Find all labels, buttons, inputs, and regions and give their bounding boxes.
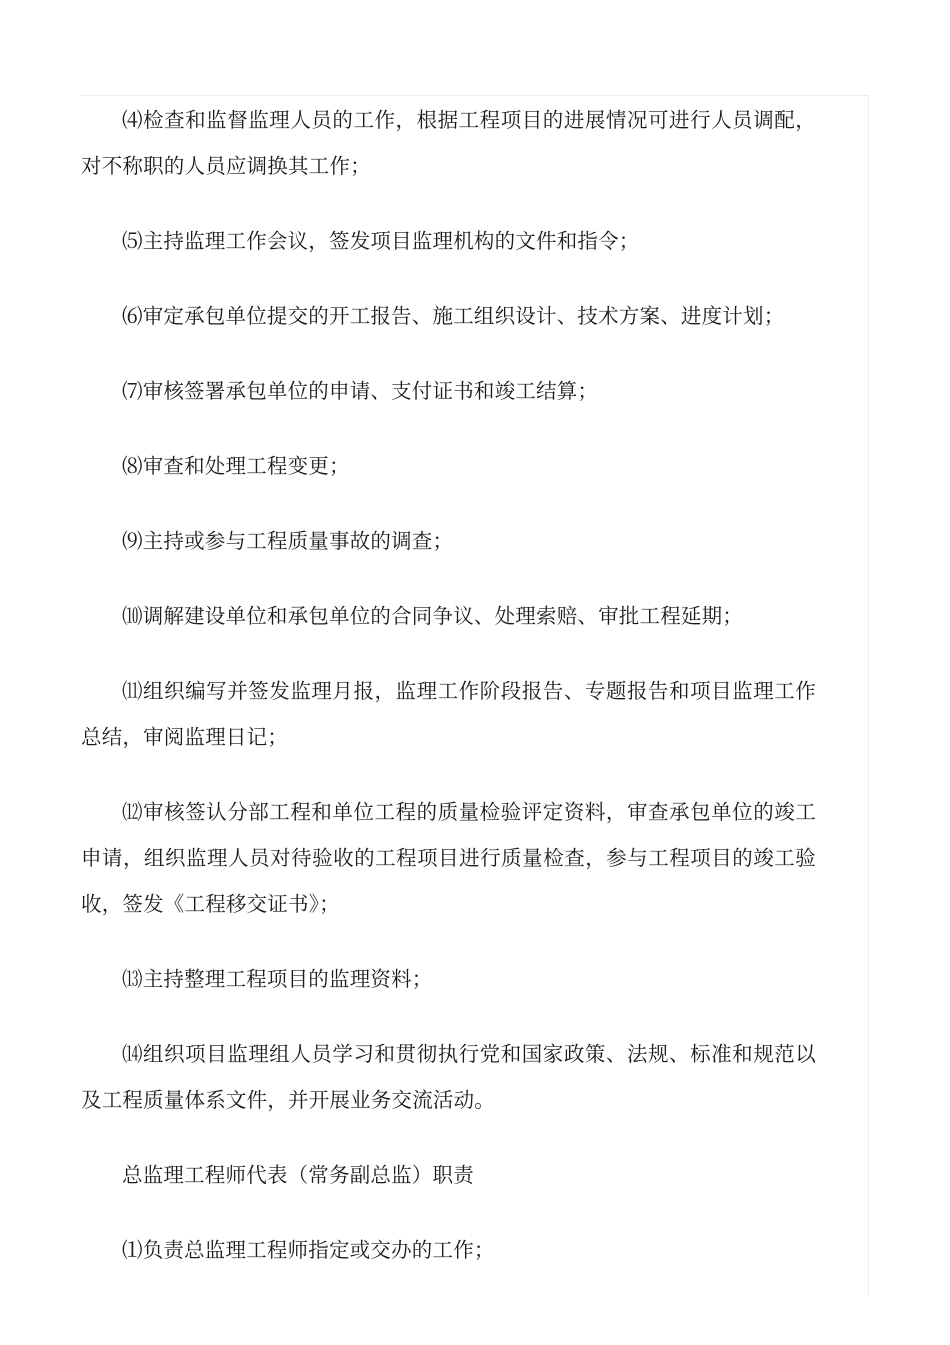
- paragraph-item-9: ⑼主持或参与工程质量事故的调查；: [122, 529, 454, 553]
- paragraph-item-8: ⑻审查和处理工程变更；: [122, 454, 350, 478]
- paragraph-item-1: ⑴负责总监理工程师指定或交办的工作；: [122, 1238, 495, 1262]
- paragraph-item-7: ⑺审核签署承包单位的申请、支付证书和竣工结算；: [122, 379, 599, 403]
- paragraph-item-12: ⑿审核签认分部工程和单位工程的质量检验评定资料，审查承包单位的竣工申请，组织监理人员对待验收的工程项目进行质量检查，参与工程项目的竣工验收，签发《工程移交证书》；: [81, 800, 816, 916]
- section-heading: 总监理工程师代表（常务副总监）职责: [122, 1163, 474, 1187]
- paragraph-item-13: ⒀主持整理工程项目的监理资料；: [122, 967, 433, 991]
- paragraph-item-11: ⑾组织编写并签发监理月报，监理工作阶段报告、专题报告和项目监理工作总结，审阅监理日记；: [81, 679, 816, 749]
- paragraph-item-5: ⑸主持监理工作会议，签发项目监理机构的文件和指令；: [122, 229, 640, 253]
- document-body: [81, 97, 816, 1273]
- paragraph-item-14: ⒁组织项目监理组人员学习和贯彻执行党和国家政策、法规、标准和规范以及工程质量体系文件，并开展业务交流活动。: [81, 1042, 816, 1112]
- paragraph-item-6: ⑹审定承包单位提交的开工报告、施工组织设计、技术方案、进度计划；: [122, 304, 785, 328]
- paragraph-item-4: ⑷检查和监督监理人员的工作，根据工程项目的进展情况可进行人员调配，对不称职的人员应调换其工作；: [81, 108, 816, 178]
- paragraph-item-10: ⑽调解建设单位和承包单位的合同争议、处理索赔、审批工程延期；: [122, 604, 743, 628]
